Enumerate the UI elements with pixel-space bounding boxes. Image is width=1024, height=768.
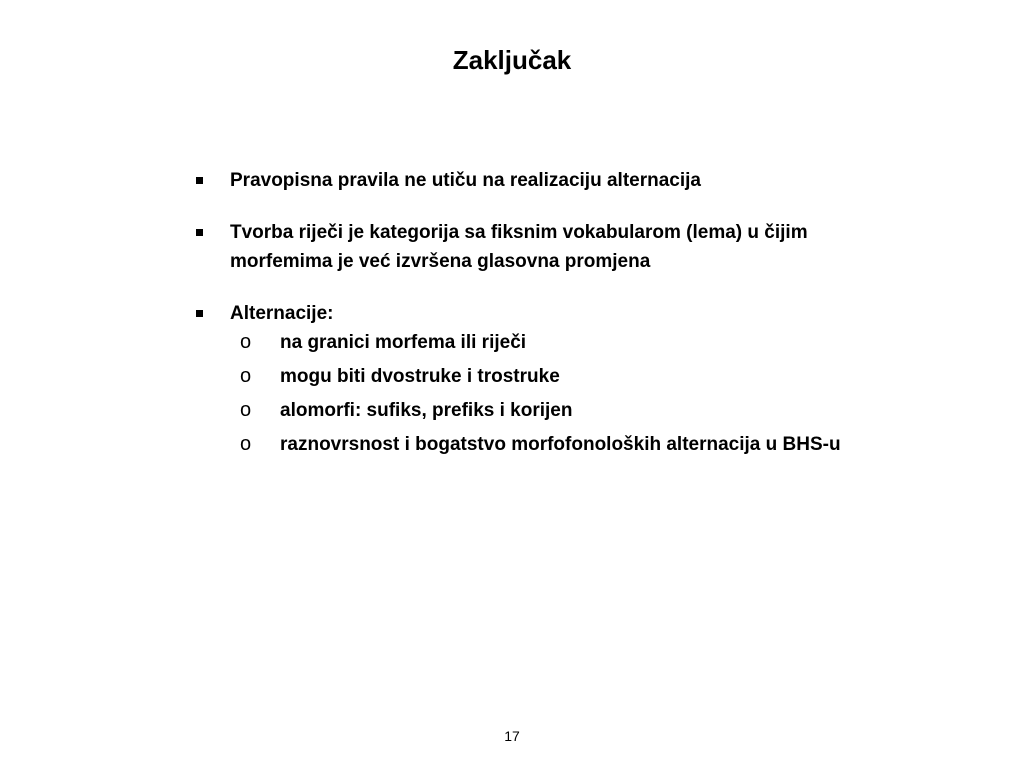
sub-bullet-text: mogu biti dvostruke i trostruke bbox=[280, 366, 560, 387]
bullet-item bbox=[190, 166, 890, 195]
circle-bullet-icon: o bbox=[240, 433, 252, 455]
square-bullet-icon bbox=[196, 177, 203, 184]
sub-bullet-item bbox=[190, 362, 890, 391]
page-number: 17 bbox=[504, 728, 520, 744]
circle-bullet-icon: o bbox=[240, 365, 252, 387]
bullet-list bbox=[190, 166, 890, 459]
sub-bullet-item bbox=[190, 328, 890, 357]
sub-bullet-text: raznovrsnost i bogatstvo morfofonoloških alternacija u BHS-u bbox=[280, 434, 841, 455]
circle-bullet-icon: o bbox=[240, 331, 252, 353]
slide-title: Zaključak bbox=[452, 45, 572, 75]
square-bullet-icon bbox=[196, 310, 203, 317]
circle-bullet-icon: o bbox=[240, 399, 252, 421]
sub-bullet-item bbox=[190, 430, 890, 459]
square-bullet-icon bbox=[196, 229, 203, 236]
bullet-text: Alternacije: bbox=[230, 303, 334, 324]
bullet-item bbox=[190, 218, 890, 276]
sub-bullet-text: alomorfi: sufiks, prefiks i korijen bbox=[280, 400, 573, 421]
bullet-text: Pravopisna pravila ne utiču na realizaciju alternacija bbox=[230, 170, 701, 191]
bullet-item bbox=[190, 299, 890, 459]
sub-bullet-text: na granici morfema ili riječi bbox=[280, 332, 527, 353]
sub-bullet-item bbox=[190, 396, 890, 425]
bullet-text: Tvorba riječi je kategorija sa fiksnim vokabularom (lema) u čijim morfemima je već izvršena glasovna promjena bbox=[230, 222, 808, 272]
